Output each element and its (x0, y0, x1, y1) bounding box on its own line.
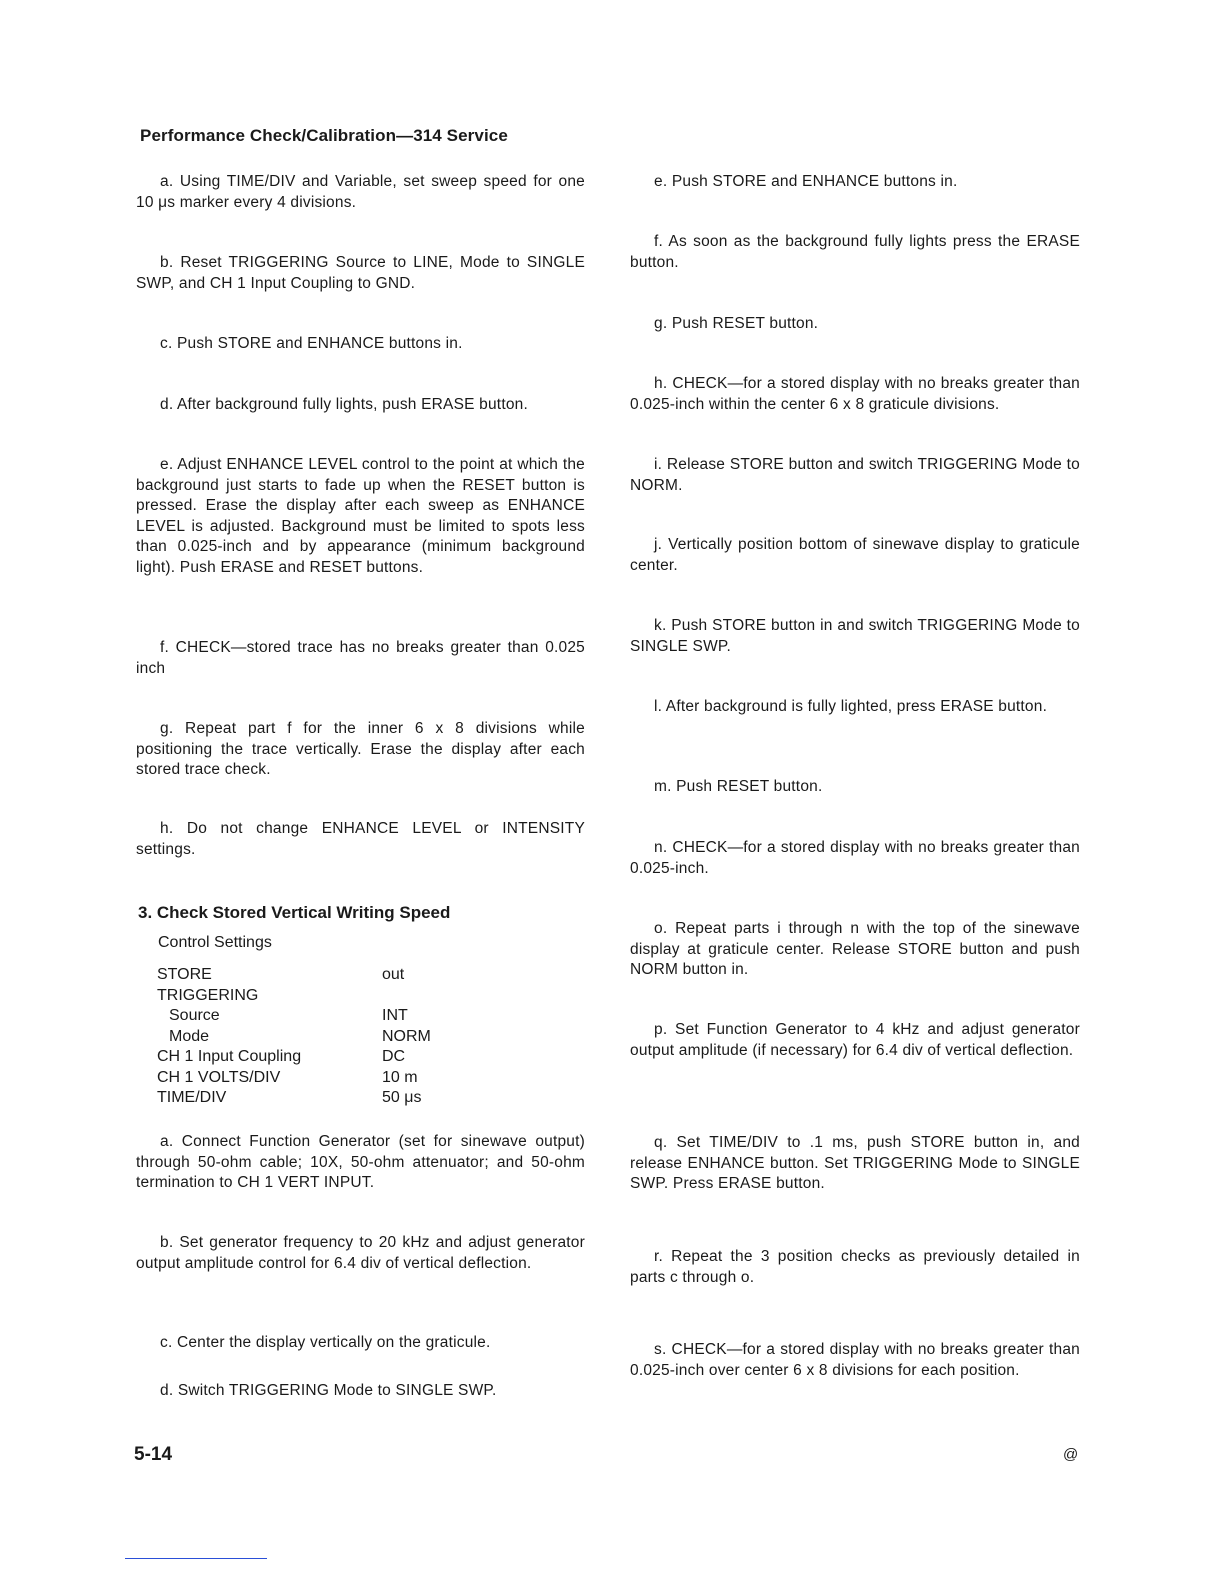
step-paragraph: h. Do not change ENHANCE LEVEL or INTENSITY settings. (136, 820, 585, 858)
setting-name: Mode (169, 1027, 210, 1045)
setting-value: 50 μs (382, 1089, 422, 1106)
control-settings-table (157, 965, 431, 1109)
setting-value: NORM (382, 1027, 431, 1045)
setting-value: out (382, 966, 405, 983)
step-paragraph: b. Set generator frequency to 20 kHz and adjust generator output amplitude control for 6.4 div of vertical deflection. (136, 1234, 585, 1272)
step-paragraph: c. Push STORE and ENHANCE buttons in. (160, 335, 463, 352)
settings-row (157, 1068, 431, 1089)
setting-name: STORE (157, 966, 212, 983)
step-paragraph: j. Vertically position bottom of sinewave display to graticule center. (630, 536, 1080, 574)
step-paragraph: g. Repeat part f for the inner 6 x 8 divisions while positioning the trace vertically. Erase the display after each stored trace check. (136, 720, 585, 778)
step-paragraph: c. Center the display vertically on the graticule. (160, 1334, 491, 1351)
step-paragraph: n. CHECK—for a stored display with no breaks greater than 0.025-inch. (630, 839, 1080, 877)
settings-row (157, 1027, 431, 1048)
step-paragraph: g. Push RESET button. (654, 315, 819, 332)
footer-mark: @ (1063, 1446, 1079, 1463)
step-paragraph: a. Connect Function Generator (set for sinewave output) through 50-ohm cable; 10X, 50-ohm attenuator; and 50-ohm termination to CH 1 VERT INPUT. (136, 1133, 585, 1191)
settings-row (157, 965, 431, 986)
step-paragraph: d. Switch TRIGGERING Mode to SINGLE SWP. (160, 1382, 497, 1399)
bottom-link-underline (125, 1558, 267, 1559)
step-paragraph: a. Using TIME/DIV and Variable, set sweep speed for one 10 μs marker every 4 divisions. (136, 173, 585, 211)
step-paragraph: k. Push STORE button in and switch TRIGGERING Mode to SINGLE SWP. (630, 617, 1080, 655)
setting-value: 10 m (382, 1068, 418, 1086)
setting-name: Source (169, 1007, 220, 1024)
setting-name: CH 1 VOLTS/DIV (157, 1068, 281, 1086)
page-header-title: Performance Check/Calibration—314 Service (140, 126, 508, 145)
step-paragraph: p. Set Function Generator to 4 kHz and adjust generator output amplitude (if necessary) for 6.4 div of vertical deflection. (630, 1021, 1080, 1059)
step-paragraph: q. Set TIME/DIV to .1 ms, push STORE button in, and release ENHANCE button. Set TRIGGERING Mode to SINGLE SWP. Press ERASE button. (630, 1134, 1080, 1192)
setting-value: DC (382, 1048, 406, 1065)
step-paragraph: b. Reset TRIGGERING Source to LINE, Mode to SINGLE SWP, and CH 1 Input Coupling to GND. (136, 254, 585, 292)
setting-name: TRIGGERING (157, 986, 259, 1004)
settings-row (157, 1047, 431, 1068)
settings-row (157, 1088, 431, 1109)
settings-row (157, 1006, 431, 1027)
section-title: 3. Check Stored Vertical Writing Speed (138, 903, 451, 922)
control-settings-label: Control Settings (158, 934, 272, 951)
setting-name: CH 1 Input Coupling (157, 1048, 302, 1065)
setting-value: INT (382, 1007, 408, 1024)
step-paragraph: d. After background fully lights, push ERASE button. (160, 396, 528, 413)
page-number: 5-14 (134, 1444, 173, 1465)
step-paragraph: e. Push STORE and ENHANCE buttons in. (654, 173, 958, 190)
step-paragraph: e. Adjust ENHANCE LEVEL control to the point at which the background just starts to fade up when the RESET button is pressed. Erase the display after each sweep as ENHANCE LEVEL is adjusted. Background must be limited to spots less than 0.025-inch and by appearance (minimum background light). Push ERASE and RESET buttons. (136, 456, 585, 576)
step-paragraph: f. CHECK—stored trace has no breaks greater than 0.025 inch (136, 639, 585, 677)
step-paragraph: f. As soon as the background fully lights press the ERASE button. (630, 233, 1080, 271)
step-paragraph: o. Repeat parts i through n with the top of the sinewave display at graticule center. Release STORE button and push NORM button in. (630, 920, 1080, 978)
setting-name: TIME/DIV (157, 1089, 227, 1106)
step-paragraph: s. CHECK—for a stored display with no breaks greater than 0.025-inch over center 6 x 8 divisions for each position. (630, 1341, 1080, 1379)
step-paragraph: l. After background is fully lighted, press ERASE button. (654, 698, 1048, 715)
step-paragraph: r. Repeat the 3 position checks as previously detailed in parts c through o. (630, 1248, 1080, 1286)
settings-row (157, 986, 431, 1007)
step-paragraph: i. Release STORE button and switch TRIGGERING Mode to NORM. (630, 456, 1080, 494)
step-paragraph: m. Push RESET button. (654, 778, 823, 795)
step-paragraph: h. CHECK—for a stored display with no breaks greater than 0.025-inch within the center 6 x 8 graticule divisions. (630, 375, 1080, 413)
